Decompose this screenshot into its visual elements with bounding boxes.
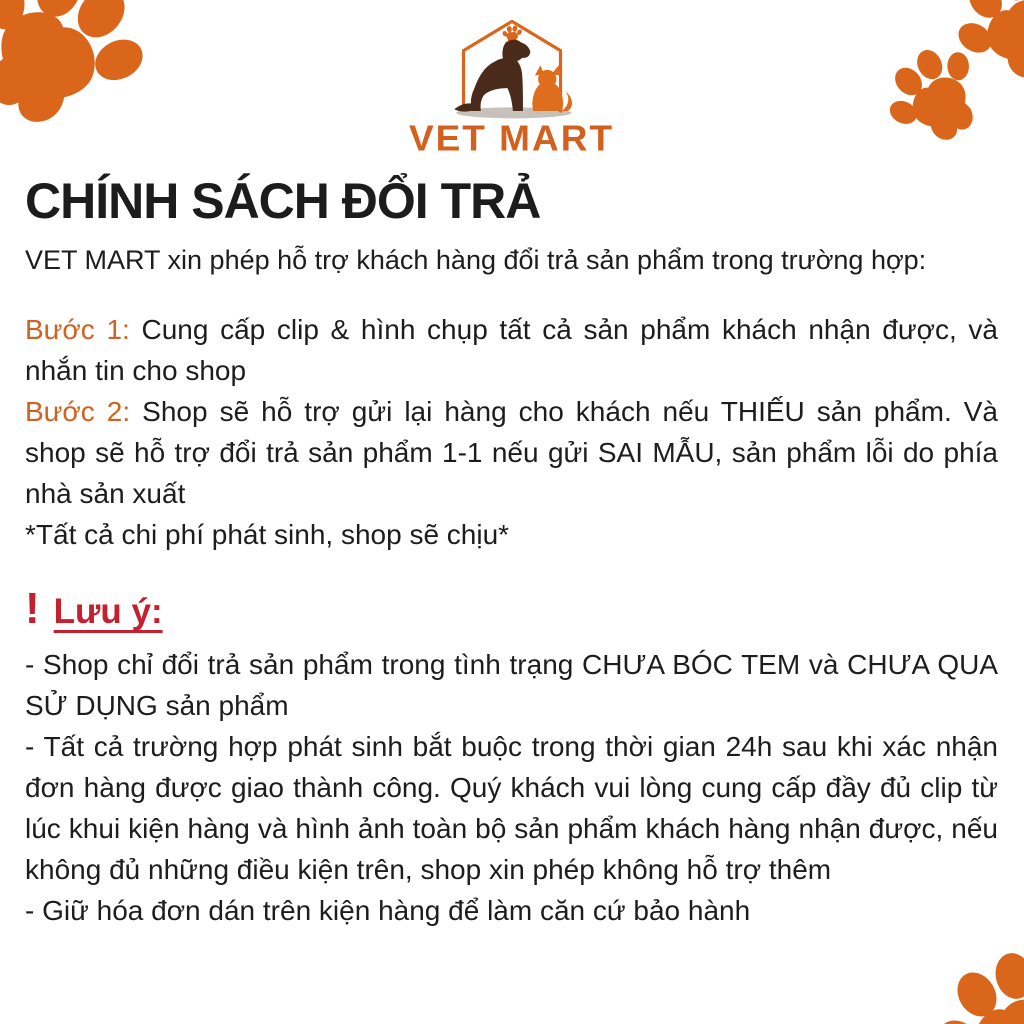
vet-mart-logo (25, 14, 998, 160)
step-1-text: Cung cấp clip & hình chụp tất cả sản phẩm khách nhận được, và nhắn tin cho shop (25, 314, 998, 386)
notice-item: - Giữ hóa đơn dán trên kiện hàng để làm căn cứ bảo hành (25, 895, 751, 926)
step-1 (25, 309, 998, 391)
cat-icon (532, 65, 572, 111)
paw-print-icon (907, 927, 1024, 1024)
notice-title: Lưu ý: (53, 592, 163, 631)
exclamation-icon: ! (25, 584, 40, 633)
step-2-text: Shop sẽ hỗ trợ gửi lại hàng cho khách nếu THIẾU sản phẩm. Và shop sẽ hỗ trợ đổi trả sản phẩm 1-1 nếu gửi SAI MẪU, sản phẩm lỗi do phía nhà sản xuất (25, 396, 998, 509)
step-2 (25, 391, 998, 514)
notice-items (25, 644, 998, 931)
notice-item: - Shop chỉ đổi trả sản phẩm trong tình trạng CHƯA BÓC TEM và CHƯA QUA SỬ DỤNG sản phẩm (25, 649, 998, 721)
intro-text: VET MART xin phép hỗ trợ khách hàng đổi trả sản phẩm trong trường hợp: (25, 245, 927, 275)
steps-section (25, 309, 998, 555)
notice-item: - Tất cả trường hợp phát sinh bắt buộc trong thời gian 24h sau khi xác nhận đơn hàng được giao thành công. Quý khách vui lòng cung cấp đầy đủ clip từ lúc khui kiện hàng và hình ảnh toàn bộ sản phẩm khách hàng nhận được, nếu không đủ những điều kiện trên, shop xin phép không hỗ trợ thêm (25, 731, 998, 885)
logo-graphic (398, 14, 626, 122)
brand-name: VET MART (408, 118, 615, 159)
policy-poster (25, 0, 998, 931)
step-2-label: Bước 2: (25, 396, 131, 427)
step-1-label: Bước 1: (25, 314, 130, 345)
page-title: CHÍNH SÁCH ĐỔI TRẢ (25, 173, 541, 229)
fee-note: *Tất cả chi phí phát sinh, shop sẽ chịu* (25, 519, 510, 550)
notice-heading (25, 584, 998, 633)
